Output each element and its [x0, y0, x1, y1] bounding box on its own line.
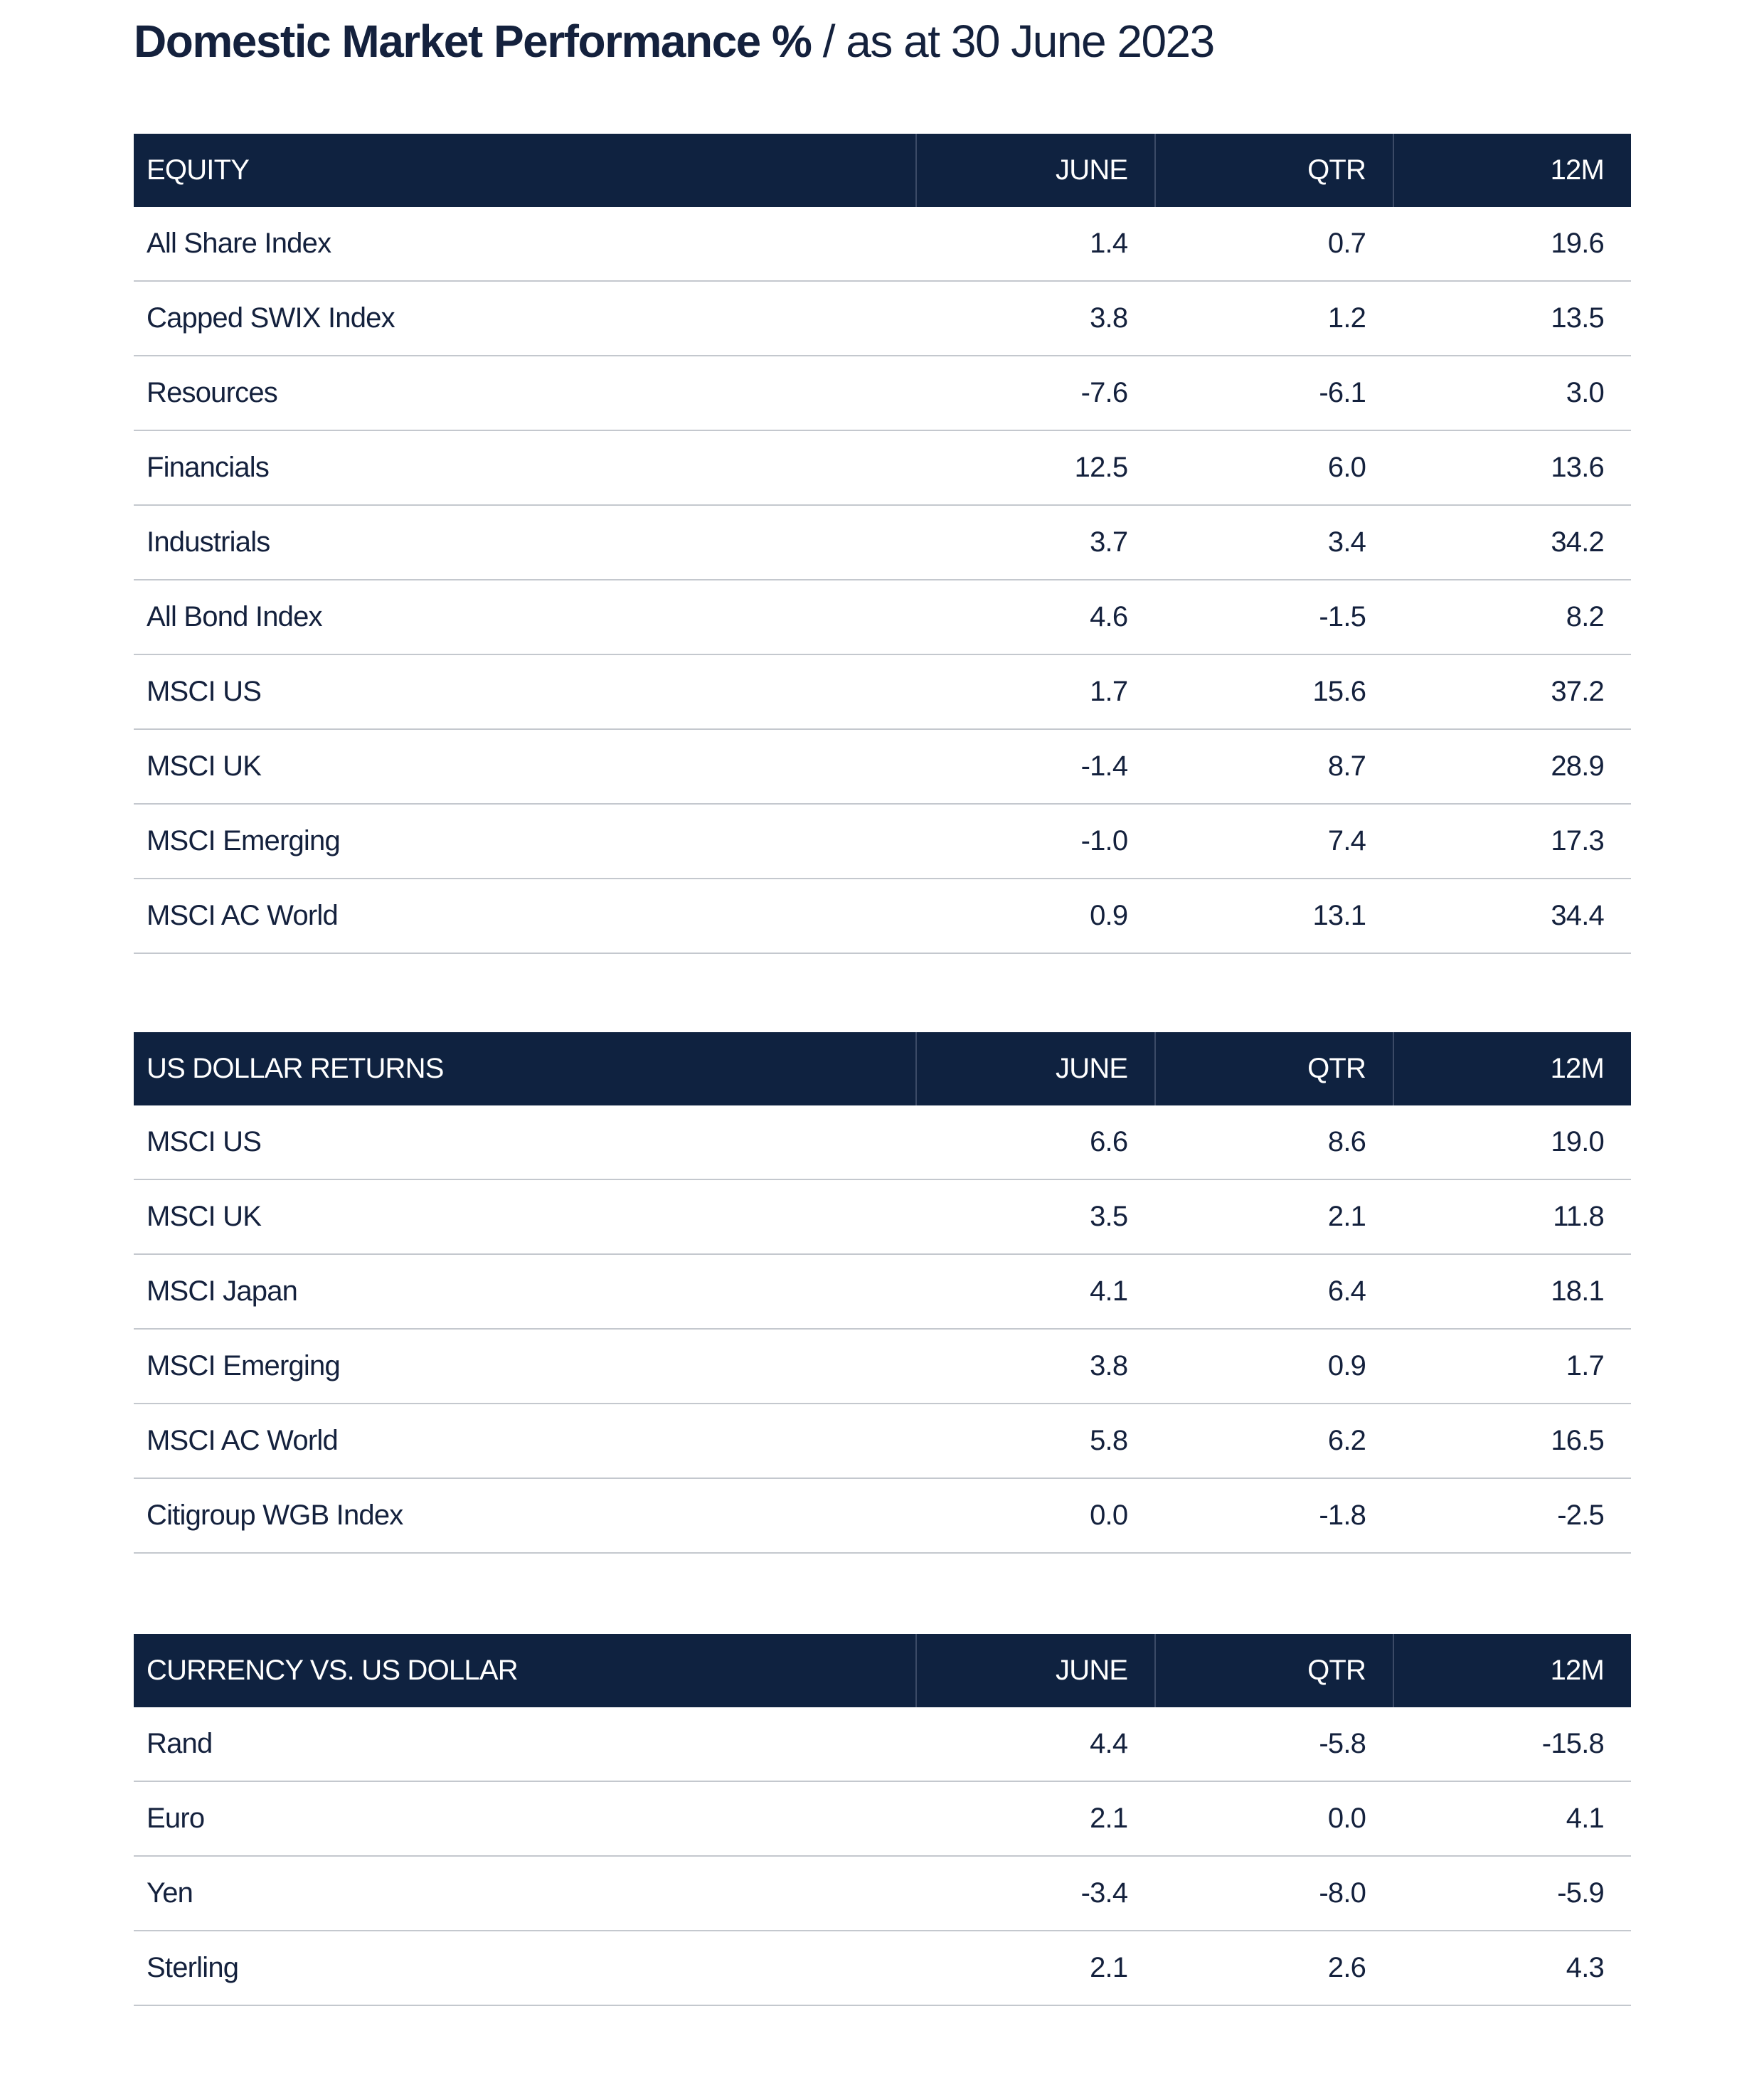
- cell-june: 3.8: [1090, 302, 1128, 334]
- cell-june: -1.4: [1080, 750, 1128, 782]
- row-label: Financials: [147, 452, 270, 483]
- table-row: [134, 506, 1631, 580]
- row-label: MSCI US: [147, 1126, 262, 1157]
- cell-june: -3.4: [1080, 1877, 1128, 1909]
- page-title: [134, 6, 1214, 77]
- cell-12m: 19.0: [1551, 1126, 1604, 1157]
- column-header-june: JUNE: [915, 134, 1154, 207]
- title-main: Domestic Market Performance %: [134, 16, 812, 67]
- table-row: [134, 730, 1631, 805]
- cell-qtr: -1.5: [1319, 601, 1366, 632]
- cell-12m: 4.1: [1566, 1803, 1604, 1834]
- title-date: / as at 30 June 2023: [811, 16, 1214, 67]
- table-heading: CURRENCY VS. US DOLLAR: [147, 1655, 518, 1686]
- cell-june: 4.4: [1090, 1728, 1128, 1759]
- currency-table: [134, 1634, 1631, 2006]
- cell-12m: 34.4: [1551, 900, 1604, 931]
- table-row: [134, 282, 1631, 356]
- cell-12m: -2.5: [1557, 1500, 1604, 1531]
- cell-12m: 4.3: [1566, 1952, 1604, 1983]
- row-label: MSCI AC World: [147, 1425, 338, 1456]
- cell-12m: -15.8: [1541, 1728, 1604, 1759]
- cell-qtr: 1.2: [1327, 302, 1366, 334]
- column-header-qtr: QTR: [1154, 1032, 1393, 1105]
- cell-qtr: 8.6: [1327, 1126, 1366, 1157]
- cell-12m: 34.2: [1551, 526, 1604, 558]
- cell-qtr: -8.0: [1319, 1877, 1366, 1909]
- row-label: Citigroup WGB Index: [147, 1500, 403, 1531]
- table-header: [134, 1634, 1631, 1707]
- cell-12m: 13.5: [1551, 302, 1604, 334]
- table-row: [134, 805, 1631, 879]
- cell-qtr: 2.1: [1327, 1201, 1366, 1232]
- table-row: [134, 655, 1631, 730]
- cell-qtr: 15.6: [1312, 676, 1366, 707]
- cell-june: 0.9: [1090, 900, 1128, 931]
- cell-june: 3.7: [1090, 526, 1128, 558]
- column-header-12m: 12M: [1393, 134, 1631, 207]
- cell-12m: 28.9: [1551, 750, 1604, 782]
- table-row: [134, 1479, 1631, 1554]
- column-header-june: JUNE: [915, 1032, 1154, 1105]
- cell-12m: 11.8: [1553, 1201, 1604, 1232]
- cell-qtr: 8.7: [1327, 750, 1366, 782]
- cell-12m: 18.1: [1551, 1275, 1604, 1307]
- cell-june: -1.0: [1080, 825, 1128, 856]
- cell-qtr: 0.0: [1327, 1803, 1366, 1834]
- table-row: [134, 879, 1631, 954]
- column-header-12m: 12M: [1393, 1634, 1631, 1707]
- cell-12m: 17.3: [1551, 825, 1604, 856]
- cell-qtr: 0.7: [1327, 228, 1366, 259]
- table-row: [134, 1255, 1631, 1330]
- table-row: [134, 1404, 1631, 1479]
- row-label: Yen: [147, 1877, 193, 1909]
- row-label: Capped SWIX Index: [147, 302, 395, 334]
- row-label: MSCI UK: [147, 750, 262, 782]
- cell-june: 3.5: [1090, 1201, 1128, 1232]
- cell-qtr: 3.4: [1327, 526, 1366, 558]
- table-heading: EQUITY: [147, 154, 250, 186]
- cell-june: 2.1: [1090, 1803, 1128, 1834]
- cell-qtr: 6.0: [1327, 452, 1366, 483]
- cell-june: 1.7: [1090, 676, 1128, 707]
- cell-june: 3.8: [1090, 1350, 1128, 1381]
- cell-qtr: 2.6: [1327, 1952, 1366, 1983]
- row-label: Sterling: [147, 1952, 239, 1983]
- table-row: [134, 1931, 1631, 2006]
- table-row: [134, 1782, 1631, 1857]
- column-header-12m: 12M: [1393, 1032, 1631, 1105]
- cell-qtr: 7.4: [1327, 825, 1366, 856]
- row-label: All Bond Index: [147, 601, 322, 632]
- cell-qtr: 6.4: [1327, 1275, 1366, 1307]
- row-label: MSCI Japan: [147, 1275, 298, 1307]
- row-label: Rand: [147, 1728, 213, 1759]
- cell-qtr: 0.9: [1327, 1350, 1366, 1381]
- row-label: All Share Index: [147, 228, 331, 259]
- table-row: [134, 1857, 1631, 1931]
- row-label: Industrials: [147, 526, 270, 558]
- column-header-qtr: QTR: [1154, 134, 1393, 207]
- table-row: [134, 1105, 1631, 1180]
- cell-12m: 19.6: [1551, 228, 1604, 259]
- table-header: [134, 134, 1631, 207]
- cell-12m: 37.2: [1551, 676, 1604, 707]
- equity-table: [134, 134, 1631, 954]
- cell-12m: 8.2: [1566, 601, 1604, 632]
- row-label: MSCI Emerging: [147, 825, 340, 856]
- table-heading: US DOLLAR RETURNS: [147, 1053, 444, 1084]
- table-row: [134, 1180, 1631, 1255]
- row-label: MSCI Emerging: [147, 1350, 340, 1381]
- cell-june: 12.5: [1074, 452, 1128, 483]
- table-row: [134, 1707, 1631, 1782]
- us-dollar-returns-table: [134, 1032, 1631, 1554]
- cell-june: 4.6: [1090, 601, 1128, 632]
- cell-june: 1.4: [1090, 228, 1128, 259]
- cell-june: 2.1: [1090, 1952, 1128, 1983]
- cell-12m: -5.9: [1557, 1877, 1604, 1909]
- cell-qtr: -5.8: [1319, 1728, 1366, 1759]
- table-row: [134, 580, 1631, 655]
- row-label: MSCI UK: [147, 1201, 262, 1232]
- cell-12m: 3.0: [1566, 377, 1604, 408]
- table-row: [134, 207, 1631, 282]
- cell-qtr: -1.8: [1319, 1500, 1366, 1531]
- cell-qtr: 13.1: [1312, 900, 1366, 931]
- column-header-june: JUNE: [915, 1634, 1154, 1707]
- cell-june: 6.6: [1090, 1126, 1128, 1157]
- cell-june: 5.8: [1090, 1425, 1128, 1456]
- column-header-qtr: QTR: [1154, 1634, 1393, 1707]
- table-row: [134, 1330, 1631, 1404]
- cell-qtr: 6.2: [1327, 1425, 1366, 1456]
- cell-12m: 1.7: [1566, 1350, 1604, 1381]
- row-label: Euro: [147, 1803, 205, 1834]
- table-row: [134, 356, 1631, 431]
- cell-qtr: -6.1: [1319, 377, 1366, 408]
- row-label: MSCI US: [147, 676, 262, 707]
- cell-12m: 16.5: [1551, 1425, 1604, 1456]
- cell-june: 4.1: [1090, 1275, 1128, 1307]
- table-row: [134, 431, 1631, 506]
- row-label: Resources: [147, 377, 277, 408]
- row-label: MSCI AC World: [147, 900, 338, 931]
- table-header: [134, 1032, 1631, 1105]
- cell-12m: 13.6: [1551, 452, 1604, 483]
- cell-june: 0.0: [1090, 1500, 1128, 1531]
- cell-june: -7.6: [1080, 377, 1128, 408]
